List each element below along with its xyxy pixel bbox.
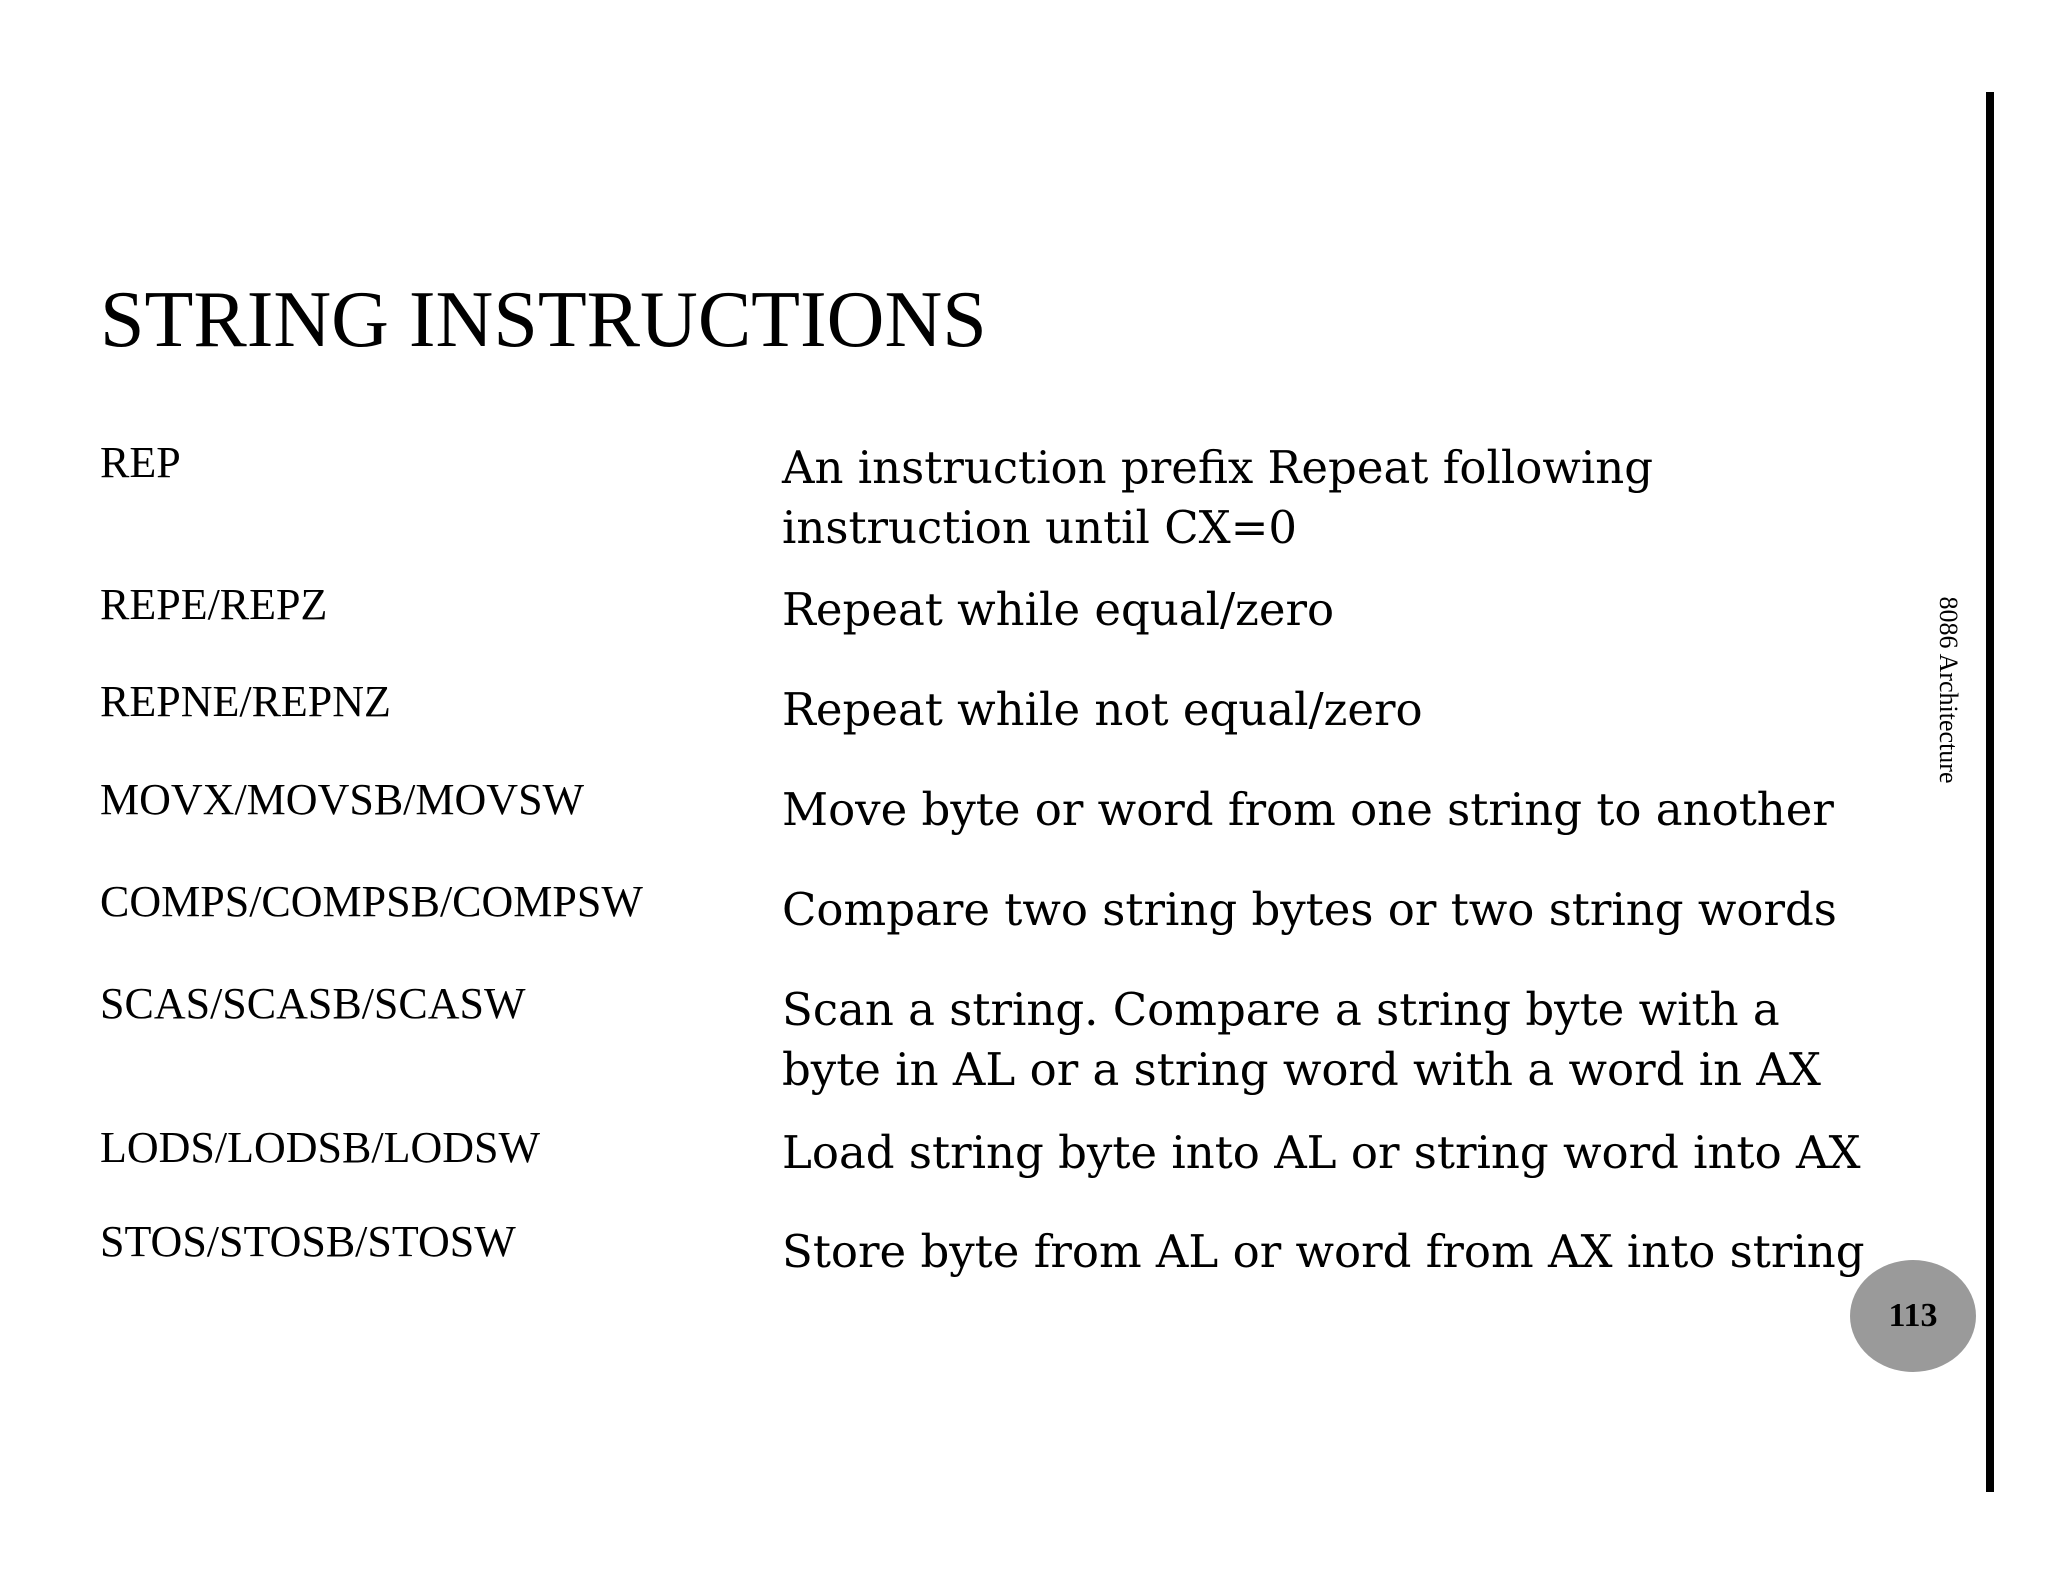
description-line: instruction until CX=0 (782, 501, 1298, 554)
description-line: byte in AL or a string word with a word in AX (782, 1043, 1821, 1096)
instruction-name: REP (100, 438, 181, 487)
page-number: 113 (1888, 1297, 1938, 1334)
instruction-description (782, 780, 1834, 840)
description-line: Compare two string bytes or two string words (782, 883, 1837, 936)
instruction-name: REPE/REPZ (100, 580, 328, 629)
instruction-name: SCAS/SCASB/SCASW (100, 979, 526, 1028)
instruction-name: STOS/STOSB/STOSW (100, 1217, 516, 1266)
instruction-name: COMPS/COMPSB/COMPSW (100, 877, 643, 926)
description-line: Repeat while not equal/zero (782, 683, 1423, 736)
page-title: STRING INSTRUCTIONS (100, 276, 987, 364)
instruction-name: REPNE/REPNZ (100, 677, 391, 726)
description-line: Store byte from AL or word from AX into string (782, 1225, 1865, 1278)
instruction-description (782, 980, 1821, 1100)
instruction-description (782, 680, 1423, 740)
description-line: Move byte or word from one string to another (782, 783, 1834, 836)
instruction-description (782, 438, 1653, 558)
page-number-badge (1850, 1260, 1976, 1372)
description-line: Scan a string. Compare a string byte with a (782, 983, 1780, 1036)
side-divider-bar (1986, 92, 1994, 1492)
instruction-name: MOVX/MOVSB/MOVSW (100, 775, 585, 824)
instruction-description (782, 580, 1334, 640)
instruction-description (782, 1123, 1861, 1183)
description-line: Repeat while equal/zero (782, 583, 1335, 636)
instruction-description (782, 880, 1837, 940)
side-label-text: 8086 Architecture (1934, 596, 1963, 784)
description-line: Load string byte into AL or string word into AX (782, 1126, 1861, 1179)
instruction-name: LODS/LODSB/LODSW (100, 1123, 541, 1172)
description-line: An instruction prefix Repeat following (782, 441, 1654, 494)
instruction-description (782, 1222, 1865, 1282)
